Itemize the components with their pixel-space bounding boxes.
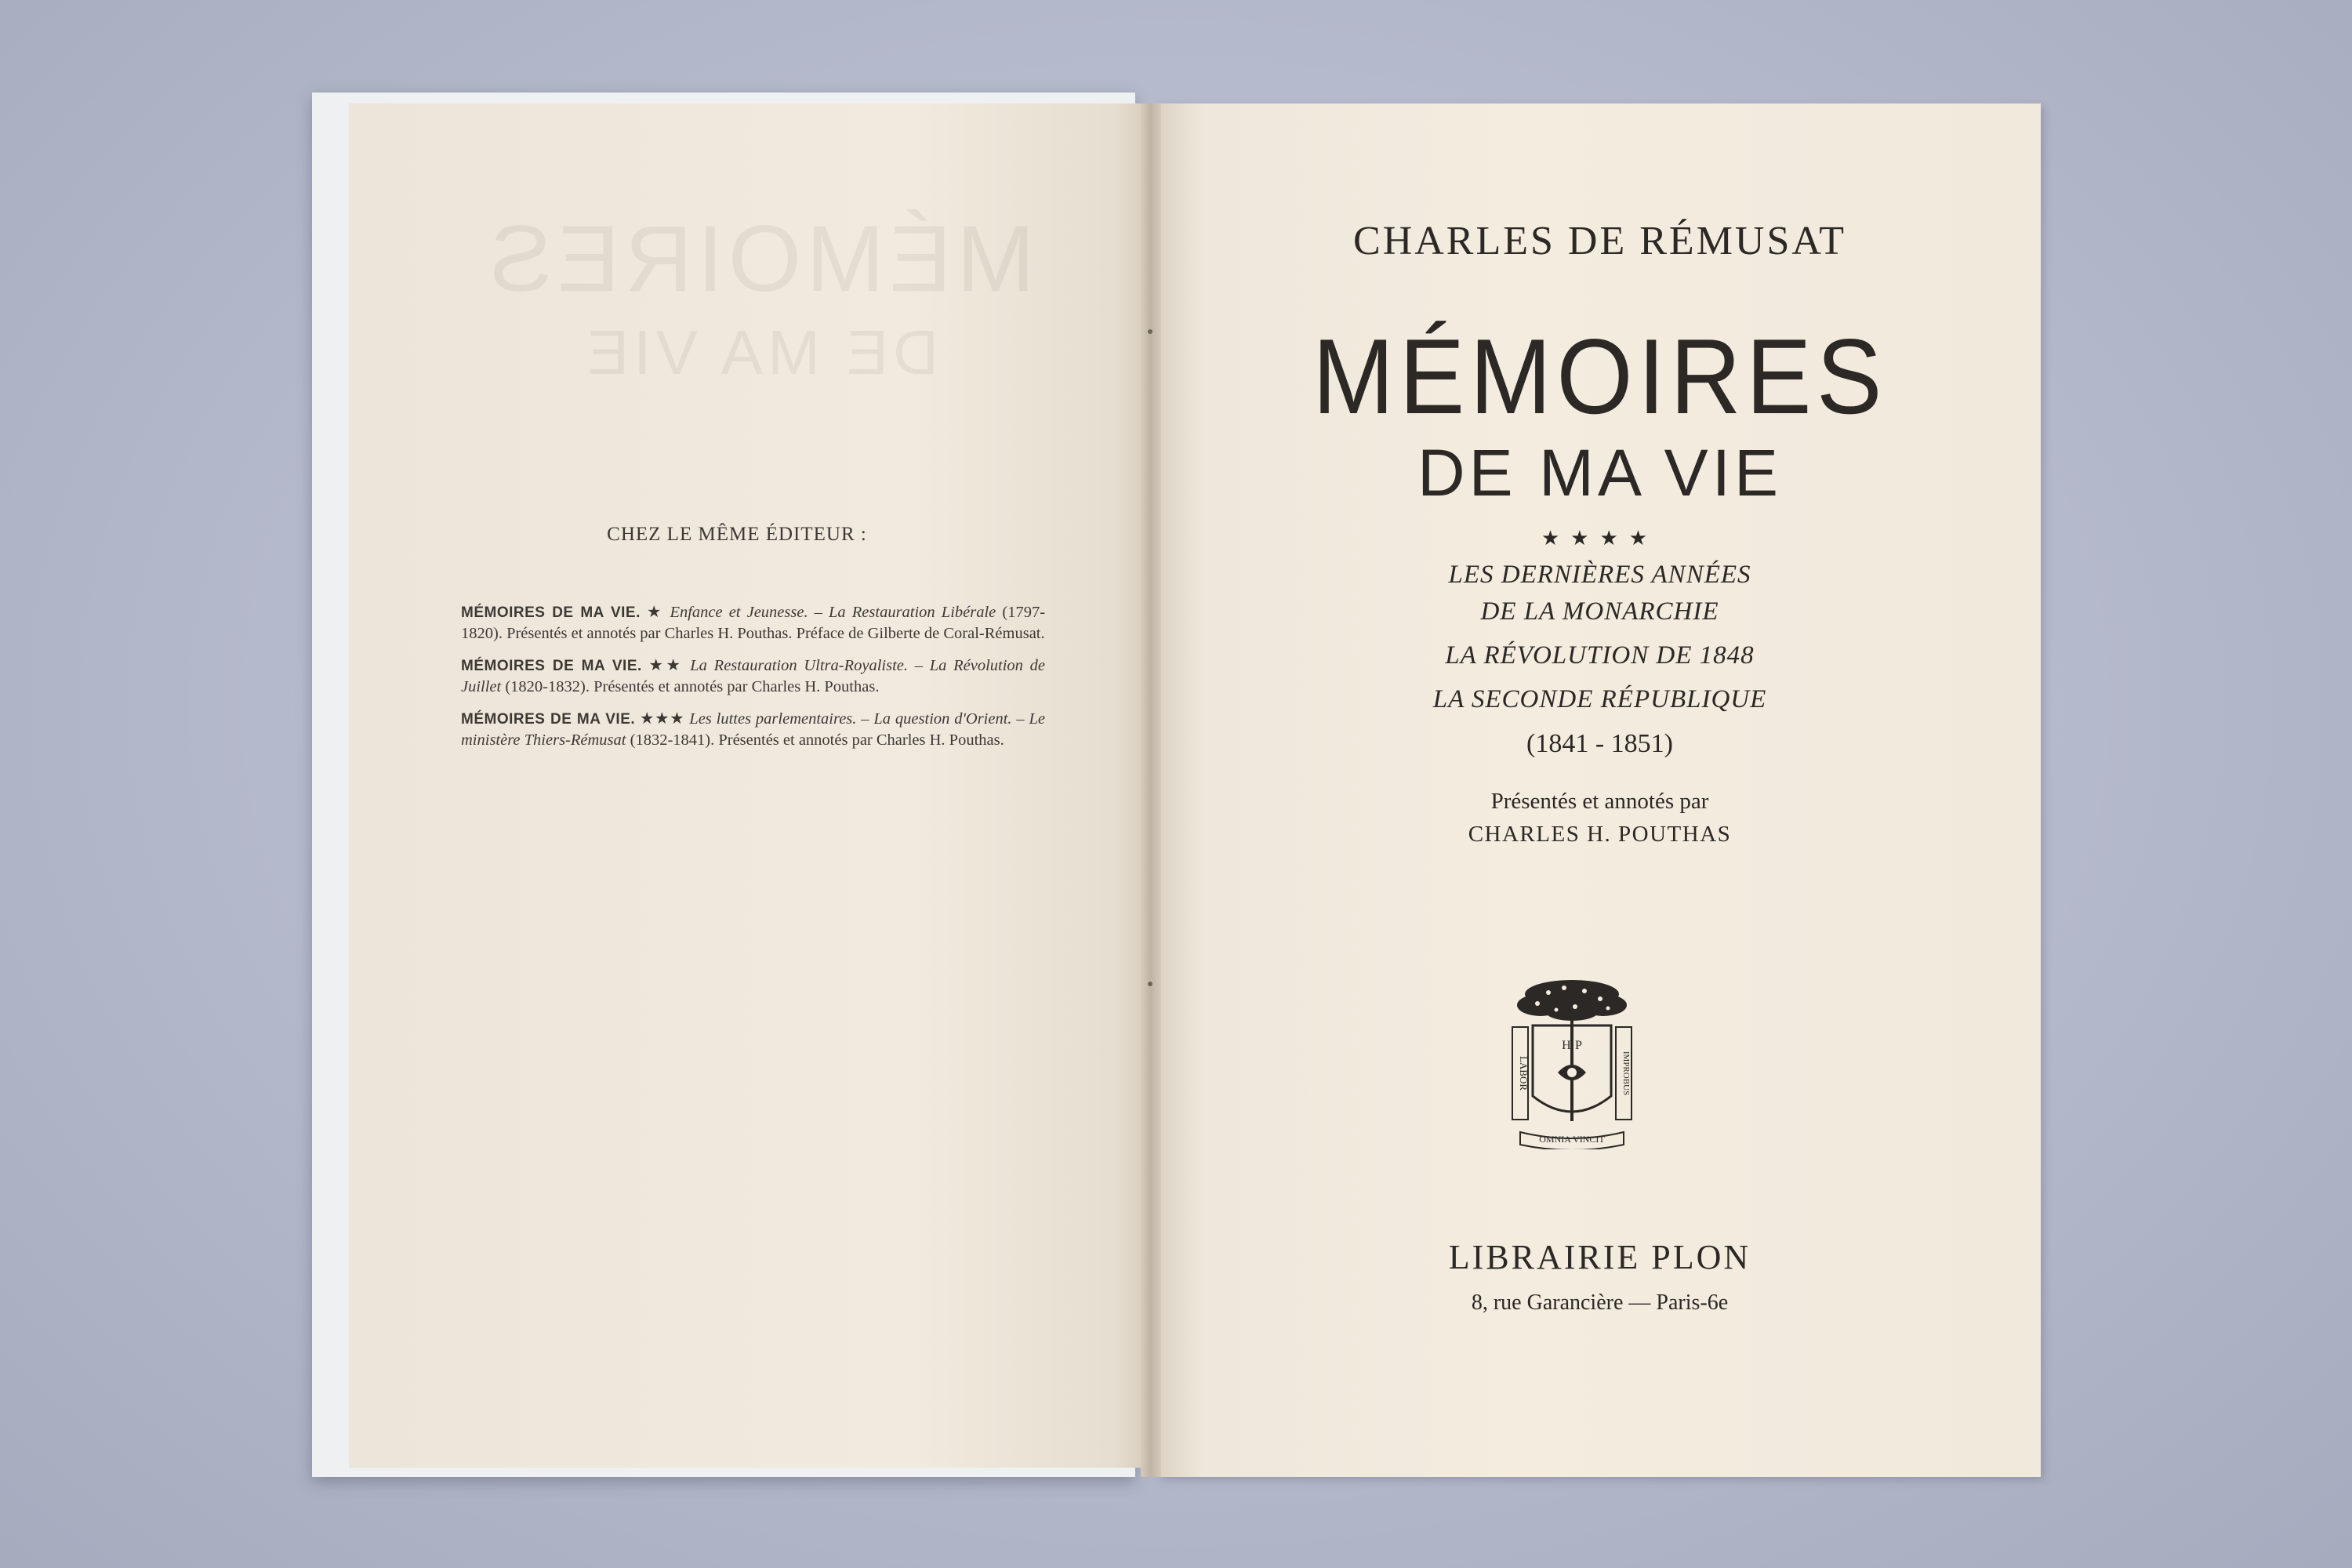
book-title-line2: DE MA VIE	[1417, 436, 1783, 510]
subtitle-line: LES DERNIÈRES ANNÉES	[1448, 561, 1751, 589]
volume-entry-1	[461, 602, 1045, 644]
volume-entry-3	[461, 709, 1045, 751]
volume-title: MÉMOIRES DE MA VIE.	[461, 658, 642, 674]
emblem-monogram: H·P	[1562, 1039, 1582, 1052]
volume-stars: ★	[646, 604, 664, 621]
volume-entry-2	[461, 655, 1045, 698]
publisher-address: 8, rue Garancière — Paris-6e	[1471, 1290, 1729, 1315]
volume-title: MÉMOIRES DE MA VIE.	[461, 604, 641, 621]
date-range: (1841 - 1851)	[1526, 729, 1673, 758]
subtitle-line: DE LA MONARCHIE	[1480, 597, 1719, 626]
subtitle-line: LA RÉVOLUTION DE 1848	[1445, 641, 1755, 670]
publisher-emblem-icon	[1509, 978, 1635, 1149]
volume-details: (1820-1832). Présentés et annotés par Charles H. Pouthas.	[505, 678, 880, 695]
publisher-name: LIBRAIRIE PLON	[1448, 1238, 1751, 1276]
volume-details: (1797-1820). Présentés et annotés par Charles H. Pouthas. Préface de Gilberte de Coral-Rémusat.	[461, 604, 1046, 642]
volume-subtitle: Enfance et Jeunesse. – La Restauration Libérale	[670, 604, 996, 621]
subtitle-line: LA SECONDE RÉPUBLIQUE	[1432, 685, 1767, 713]
book-title: MÉMOIRES	[1312, 317, 1887, 436]
volume-title: MÉMOIRES DE MA VIE.	[461, 711, 636, 728]
volume-subtitle: La Restauration Ultra-Royaliste. – La Révolution de Juillet	[461, 657, 1046, 695]
volume-details: (1832-1841). Présentés et annotés par Charles H. Pouthas.	[630, 731, 1004, 749]
presented-by-label: Présentés et annotés par	[1490, 789, 1709, 814]
emblem-motto-right: IMPROBUS	[1621, 1051, 1631, 1096]
volume-number-stars: ★★★★	[1541, 527, 1659, 550]
emblem-motto-left: LABOR	[1518, 1055, 1530, 1091]
show-through-text: MÉMOIRES DE MA VIE	[485, 206, 1035, 387]
other-volumes-heading: CHEZ LE MÊME ÉDITEUR :	[607, 524, 867, 545]
volume-subtitle: Les luttes parlementaires. – La question d'Orient. – Le ministère Thiers-Rémusat	[461, 710, 1046, 749]
volume-stars: ★★★	[640, 710, 685, 728]
binding-stitch	[1148, 982, 1152, 986]
volume-stars: ★★	[648, 657, 684, 674]
binding-stitch	[1148, 329, 1152, 334]
author-name: CHARLES DE RÉMUSAT	[1353, 219, 1846, 263]
editor-name: CHARLES H. POUTHAS	[1468, 822, 1732, 847]
emblem-motto-bottom: OMNIA VINCIT	[1539, 1134, 1605, 1145]
other-volumes-list	[461, 602, 1045, 762]
